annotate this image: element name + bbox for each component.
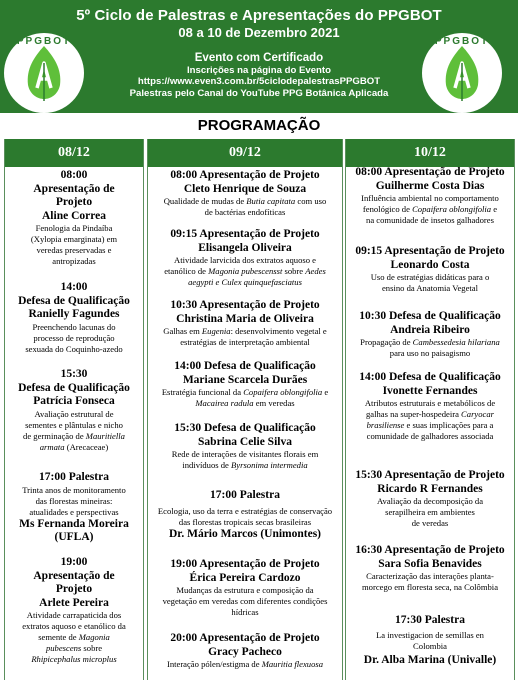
presenter-name: Ricardo R Fernandes — [377, 482, 483, 495]
ppgbot-leaf-icon — [4, 33, 84, 113]
event-time-type: 16:30 Apresentação de Projeto — [355, 544, 505, 556]
event-title: 5º Ciclo de Palestras e Apresentações do PPGBOT — [76, 7, 442, 24]
event-description: Galhas em Eugenia: desenvolvimento vegetal e — [163, 326, 327, 336]
event-description: atualidades e perspectivas — [29, 506, 119, 517]
schedule-item — [5, 169, 143, 267]
event-description: extratos aquoso e etanólico da — [22, 621, 126, 631]
schedule-item — [346, 544, 514, 593]
event-description: das florestas tropicais secas brasileiras — [178, 516, 312, 527]
presenter-name: Guilherme Costa Dias — [375, 179, 485, 192]
ppgbot-logo-right — [422, 33, 502, 113]
event-description: fenológico de Copaifera oblongifolia e — [362, 204, 498, 214]
event-description: Preenchendo lacunas do — [32, 321, 116, 332]
event-time-type: 17:30 Palestra — [395, 614, 465, 626]
event-time-type: 20:00 Apresentação de Projeto — [170, 632, 320, 644]
event-time-type: 09:15 Apresentação de Projeto — [170, 228, 320, 240]
ppgbot-leaf-icon — [422, 33, 502, 113]
event-time: 17:00 Palestra — [39, 471, 109, 483]
event-description: comunidade de galhadores associada — [366, 431, 494, 441]
event-description: sexuada do Coquinho-azedo — [25, 343, 123, 354]
schedule-item — [346, 310, 514, 359]
day-column-10-12 — [345, 139, 515, 680]
event-info — [100, 52, 418, 99]
event-description: estratégias de interpretação ambiental — [180, 337, 310, 347]
ppgbot-logo-left — [4, 33, 84, 113]
event-time-type: 17:00 Palestra — [210, 489, 280, 501]
schedule-item — [346, 166, 514, 226]
schedule-item — [148, 299, 342, 348]
registration-text: Inscrições na página do Evento — [187, 65, 331, 76]
day-header: 09/12 — [148, 139, 342, 167]
event-description: armata (Arecaceae) — [39, 441, 109, 452]
day-column-09-12 — [147, 139, 343, 680]
day-header: 08/12 — [5, 139, 143, 167]
event-description: de veredas — [411, 518, 449, 528]
event-description: Rede de interações de visitantes florais em — [171, 449, 319, 459]
speaker-name: Dr. Alba Marina (Univalle) — [363, 653, 497, 666]
event-type: Apresentação de — [33, 182, 115, 195]
schedule-item — [148, 489, 342, 541]
youtube-text: Palestras pelo Canal do YouTube PPG Botânica Aplicada — [129, 87, 389, 99]
event-url[interactable]: https://www.even3.com.br/5ciclodepalestrasPPGBOT — [137, 76, 381, 88]
event-description: sementes e plântulas e nicho — [25, 419, 123, 430]
event-description: de bactérias endofíticas — [204, 207, 286, 217]
speaker-name: Dr. Mário Marcos (Unimontes) — [168, 527, 322, 540]
event-type: Defesa de Qualificação — [18, 294, 130, 307]
event-description: Propagação de Cambessedesia hilariana — [360, 337, 500, 347]
event-type: Projeto — [55, 583, 93, 595]
event-description: Interação pólen/estigma de Mauritia flexuosa — [166, 659, 324, 669]
event-time: 08:00 — [60, 169, 88, 181]
schedule-item — [148, 228, 342, 288]
schedule-item — [346, 245, 514, 294]
schedule-item — [5, 471, 143, 545]
event-description: veredas preservadas e — [36, 245, 112, 255]
day-header: 10/12 — [346, 139, 514, 167]
svg-text:PPGBOT: PPGBOT — [434, 36, 490, 47]
event-type: Defesa de Qualificação — [18, 381, 130, 394]
event-description: aegypti e Culex quinquefasciatus — [188, 277, 302, 287]
event-description: Trinta anos de monitoramento — [22, 484, 126, 495]
schedule-item — [148, 558, 342, 618]
event-description: Atividade carrapaticida dos — [26, 610, 122, 620]
event-description: Estratégia funcional da Copaifera oblongifolia e — [161, 387, 329, 397]
presenter-name: Patrícia Fonseca — [33, 395, 115, 407]
event-description: antropizadas — [52, 256, 96, 266]
event-description: Qualidade de mudas de Butia capitata com uso — [163, 196, 327, 206]
presenter-name: Elisangela Oliveira — [198, 241, 292, 254]
presenter-name: Sara Sofia Benavides — [378, 557, 482, 570]
event-time-type: 10:30 Defesa de Qualificação — [359, 310, 501, 322]
event-description: Avaliação estrutural de — [34, 408, 114, 419]
event-time-type: 10:30 Apresentação de Projeto — [170, 299, 320, 311]
event-description: Influência ambiental no comportamento — [361, 193, 499, 203]
svg-text:PPGBOT: PPGBOT — [16, 36, 72, 47]
event-type: Projeto — [55, 196, 93, 208]
speaker-affiliation: (UFLA) — [54, 531, 94, 543]
event-description: La investigacion de semillas en — [376, 629, 484, 640]
event-description: Mudanças da estrutura e composição da — [176, 585, 314, 595]
schedule-item — [346, 371, 514, 442]
event-time-type: 14:00 Defesa de Qualificação — [174, 360, 316, 372]
event-description: etanólico de Magonia pubescensst sobre Aedes — [164, 266, 326, 276]
presenter-name: Cleto Henrique de Souza — [183, 182, 307, 195]
schedule-item — [346, 614, 514, 667]
event-description: morcego em floresta seca, na Colômbia — [361, 582, 499, 592]
event-description: Fenologia da Pindaíba — [35, 223, 113, 233]
event-description: Atributos estruturais e metabólicos de — [364, 398, 496, 408]
event-time-type: 19:00 Apresentação de Projeto — [170, 558, 320, 570]
event-description: Avaliação da decomposição da — [376, 496, 484, 506]
event-description: Rhipicephalus microplus — [31, 654, 117, 664]
presenter-name: Ranielly Fagundes — [28, 308, 120, 320]
event-description: hídricas — [231, 607, 259, 617]
schedule-item — [148, 360, 342, 409]
day-column-08-12 — [4, 139, 144, 680]
event-time-type: 09:15 Apresentação de Projeto — [355, 245, 505, 257]
event-description: semente de Magonia — [38, 632, 110, 642]
presenter-name: Christina Maria de Oliveira — [176, 312, 314, 325]
event-description: ensino da Anatomia Vegetal — [381, 283, 479, 293]
event-description: indivíduos de Byrsonima intermedia — [182, 460, 308, 470]
event-header — [0, 0, 518, 113]
presenter-name: Sabrina Celie Silva — [198, 435, 292, 448]
event-description: Caracterização das interações planta- — [366, 571, 494, 581]
event-time-type: 15:30 Apresentação de Projeto — [355, 469, 505, 481]
event-time: 15:30 — [60, 368, 88, 380]
schedule-item — [5, 281, 143, 355]
presenter-name: Andreia Ribeiro — [390, 323, 470, 336]
event-description: Colombia — [413, 640, 447, 651]
event-description: pubescens sobre — [45, 643, 103, 653]
schedule-item — [148, 632, 342, 670]
event-time-type: 15:30 Defesa de Qualificação — [174, 422, 316, 434]
event-description: para uso no paisagismo — [389, 348, 471, 358]
schedule-item — [148, 422, 342, 471]
event-type: Apresentação de — [33, 569, 115, 582]
event-description: galhas na super-hospedeira Caryocar — [366, 409, 494, 419]
schedule-item — [5, 556, 143, 665]
event-description: Macairea radula em veredas — [195, 398, 295, 408]
event-description: brasiliense e suas implicações para a — [366, 420, 494, 430]
event-description: (Xylopia emarginata) em — [30, 234, 118, 244]
programacao-heading: PROGRAMAÇÃO — [0, 113, 518, 139]
event-description: Atividade larvicida dos extratos aquoso e — [174, 255, 316, 265]
event-description: das florestas mineiras: — [35, 495, 113, 506]
presenter-name: Mariane Scarcela Durães — [182, 373, 308, 386]
presenter-name: Leonardo Costa — [390, 258, 470, 271]
schedule-item — [5, 368, 143, 453]
presenter-name: Aline Correa — [42, 209, 106, 222]
presenter-name: Érica Pereira Cardozo — [189, 571, 301, 584]
presenter-name: Gracy Pacheco — [208, 645, 282, 658]
speaker-name: Ms Fernanda Moreira — [19, 517, 129, 530]
event-time: 14:00 — [60, 281, 88, 293]
event-description: Ecologia, uso da terra e estratégias de conservação — [157, 505, 333, 516]
schedule-item — [346, 469, 514, 529]
presenter-name: Arlete Pereira — [39, 596, 109, 609]
event-description: serapilheira em ambientes — [385, 507, 475, 517]
event-time-type: 08:00 Apresentação de Projeto — [170, 169, 320, 181]
event-time-type: 14:00 Defesa de Qualificação — [359, 371, 501, 383]
event-description: Uso de estratégias didáticas para o — [370, 272, 490, 282]
event-description: vegetação em veredas com diferentes condições — [162, 596, 328, 606]
event-description: na comunidade de insetos galhadores — [366, 215, 494, 225]
presenter-name: Ivonette Fernandes — [382, 384, 478, 397]
event-description: de germinação de Mauritiella — [23, 430, 125, 441]
event-time-type: 08:00 Apresentação de Projeto — [355, 166, 505, 178]
certificate-text: Evento com Certificado — [194, 52, 324, 64]
schedule-item — [148, 169, 342, 218]
event-description: processo de reprodução — [33, 332, 115, 343]
event-time: 19:00 — [60, 556, 88, 568]
event-dates: 08 a 10 de Dezembro 2021 — [178, 25, 340, 40]
